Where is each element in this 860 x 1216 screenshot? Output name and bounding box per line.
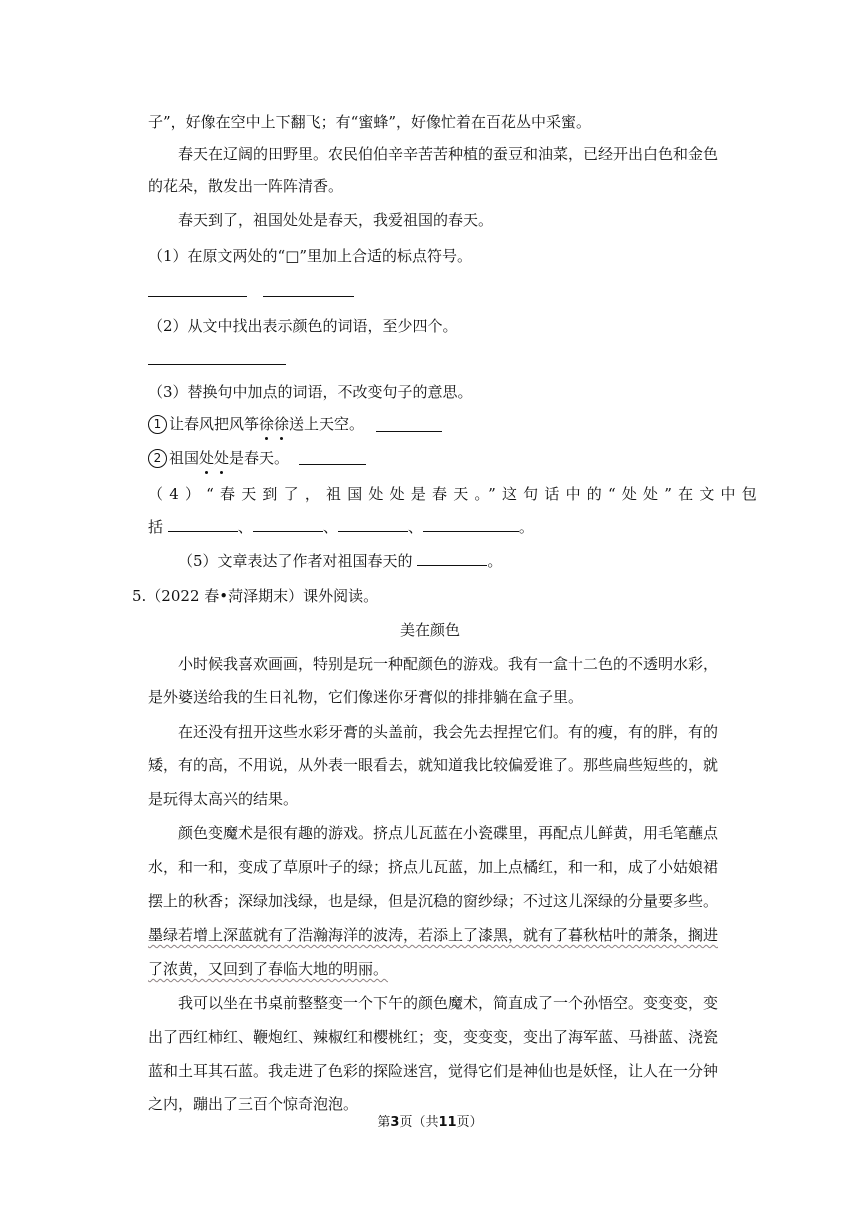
answer-blank xyxy=(338,517,408,532)
page-footer: 第3页（共11页） xyxy=(377,1115,483,1130)
answer-blank xyxy=(417,551,487,566)
circled-number: 1 xyxy=(148,415,167,434)
answer-blank xyxy=(299,464,366,465)
passage-text: 的花朵，散发出一阵阵清香。 xyxy=(148,177,344,195)
circled-number: 2 xyxy=(148,449,167,468)
passage-text: 春天到了，祖国处处是春天，我爱祖国的春天。 xyxy=(178,211,494,229)
article-text: 之内，蹦出了三百个惊奇泡泡。 xyxy=(148,1095,359,1113)
section-header: 5.（2022 春•菏泽期末）课外阅读。 xyxy=(132,587,379,605)
article-text: 出了西红柿红、鞭炮红、辣椒红和樱桃红；变，变变变，变出了海军蓝、马褂蓝、浇瓷 xyxy=(148,1028,719,1046)
article-text: 矮，有的高，不用说，从外表一眼看去，就知道我比较偏爱谁了。那些扁些短些的，就 xyxy=(148,756,719,774)
answer-blank xyxy=(168,517,238,532)
question-3-item-1: 1 让春风把风筝徐徐送上天空。 xyxy=(148,413,364,435)
question-4: （4）“春天到了，祖国处处是春天。”这句话中的“处处”在文中包 xyxy=(148,485,763,503)
question-1: （1）在原文两处的“□”里加上合适的标点符号。 xyxy=(148,247,473,265)
dotted-word: 处 xyxy=(199,449,215,467)
question-4-cont: 括 、 、 、 。 xyxy=(148,518,534,536)
answer-blank xyxy=(148,296,247,297)
question-5: （5）文章表达了作者对祖国春天的 。 xyxy=(178,552,503,570)
underlined-sentence: 墨绿若增上深蓝就有了浩瀚海洋的波涛，若添上了漆黑，就有了暮秋枯叶的萧条，搁进 xyxy=(148,926,719,944)
page-total: 11 xyxy=(438,1115,457,1130)
article-text: 在还没有扭开这些水彩牙膏的头盖前，我会先去捏捏它们。有的瘦，有的胖，有的 xyxy=(178,723,719,741)
answer-blank xyxy=(263,296,354,297)
article-text: 蓝和土耳其石蓝。我走进了色彩的探险迷宫，觉得它们是神仙也是妖怪，让人在一分钟 xyxy=(148,1062,719,1080)
article-text: 我可以坐在书桌前整整变一个下午的颜色魔术，简直成了一个孙悟空。变变变，变 xyxy=(178,994,719,1012)
article-text: 水，和一和，变成了草原叶子的绿；挤点儿瓦蓝，加上点橘红，和一和，成了小姑娘裙 xyxy=(148,858,719,876)
passage-text: 春天在辽阔的田野里。农民伯伯辛辛苦苦种植的蚕豆和油菜，已经开出白色和金色 xyxy=(178,145,719,163)
answer-blank xyxy=(253,517,323,532)
article-title: 美在颜色 xyxy=(399,621,460,639)
answer-blank xyxy=(423,517,519,532)
article-text: 颜色变魔术是很有趣的游戏。挤点儿瓦蓝在小瓷碟里，再配点儿鲜黄，用毛笔蘸点 xyxy=(178,824,719,842)
dotted-word: 徐 xyxy=(259,415,275,433)
answer-blank xyxy=(148,364,286,365)
question-3-item-2: 2 祖国处处是春天。 xyxy=(148,447,289,469)
article-text: 摆上的秋香；深绿加浅绿，也是绿，但是沉稳的窗纱绿；不过这儿深绿的分量要多些。 xyxy=(148,892,719,910)
answer-blank xyxy=(376,431,442,432)
underlined-sentence: 了浓黄，又回到了春临大地的明丽。 xyxy=(148,960,389,978)
page-number: 3 xyxy=(390,1115,400,1130)
article-text: 小时候我喜欢画画，特别是玩一种配颜色的游戏。我有一盒十二色的不透明水彩， xyxy=(178,655,719,673)
article-text: 是玩得太高兴的结果。 xyxy=(148,790,299,808)
question-3: （3）替换句中加点的词语，不改变句子的意思。 xyxy=(148,383,473,401)
dotted-word: 徐 xyxy=(274,415,290,433)
passage-text: 子”，好像在空中上下翻飞；有“蜜蜂”，好像忙着在百花丛中采蜜。 xyxy=(148,113,592,131)
dotted-word: 处 xyxy=(214,449,230,467)
article-text: 是外婆送给我的生日礼物，它们像迷你牙膏似的排排躺在盒子里。 xyxy=(148,688,584,706)
question-2: （2）从文中找出表示颜色的词语，至少四个。 xyxy=(148,317,458,335)
